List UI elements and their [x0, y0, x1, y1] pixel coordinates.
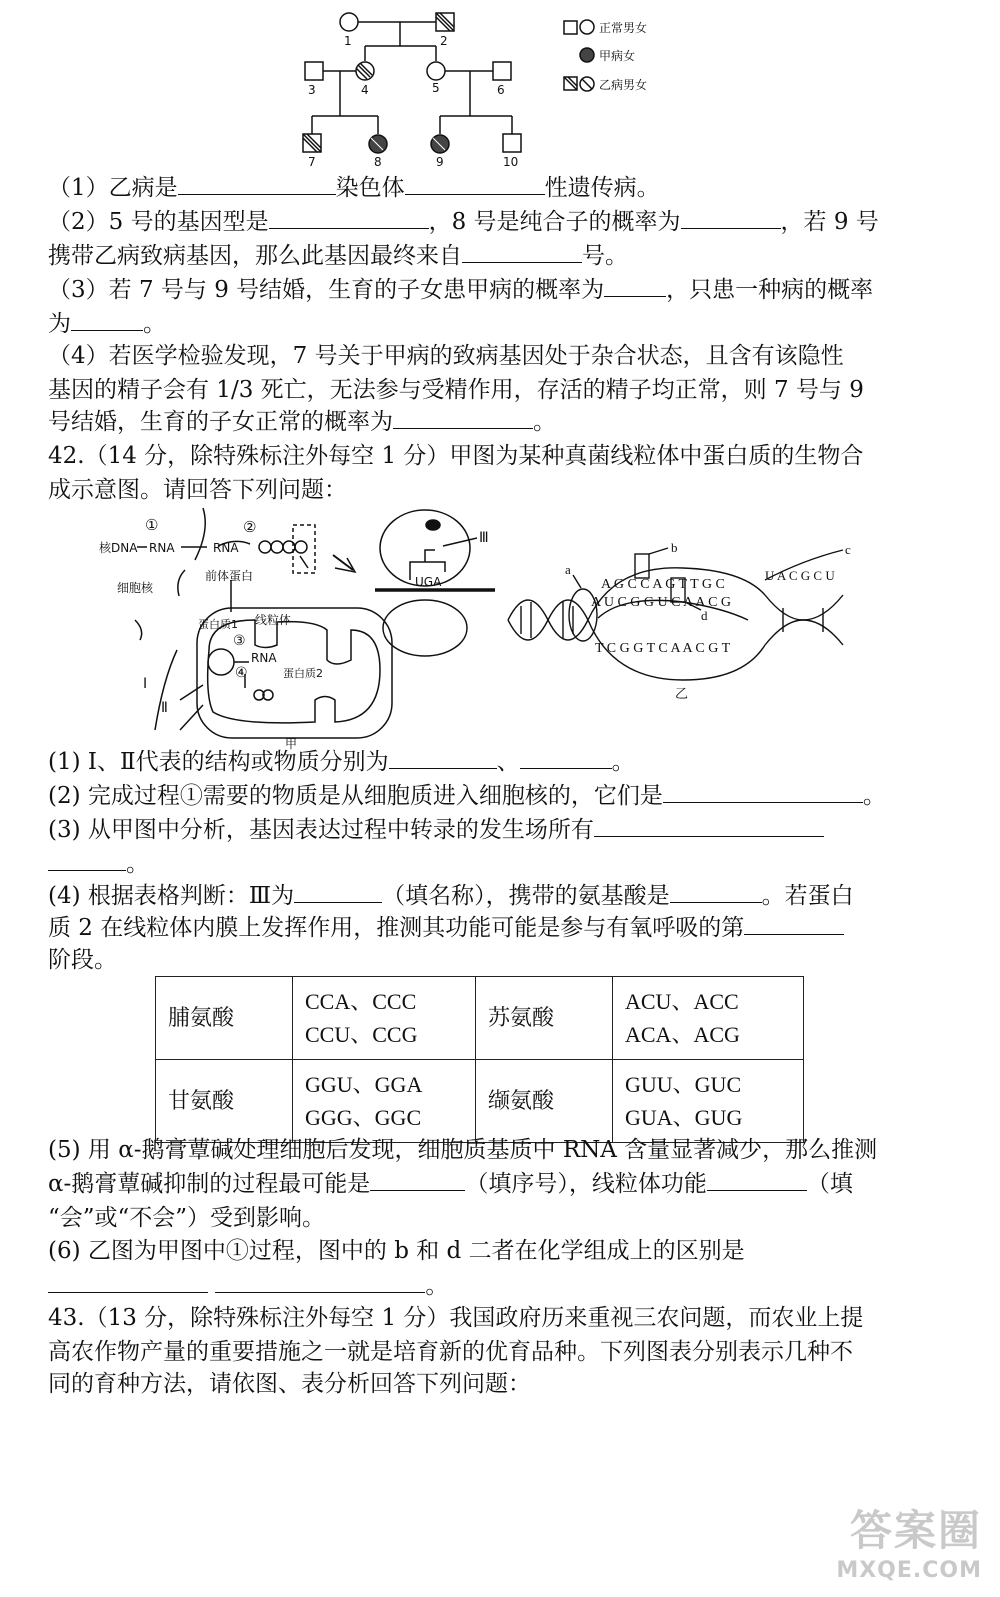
- answer-blank[interactable]: [520, 746, 612, 769]
- answer-blank[interactable]: [405, 172, 545, 195]
- q42-p8: α-鹅膏蕈碱抑制的过程最可能是 （填序号），线粒体功能 （填: [48, 1168, 853, 1200]
- fig-jia-protein1: 蛋白质1: [198, 618, 238, 631]
- q42-p10: (6) 乙图为甲图中①过程，图中的 b 和 d 二者在化学组成上的区别是: [48, 1238, 745, 1264]
- codon-cell: CCA、CCC CCU、CCG: [293, 977, 476, 1060]
- q41-line-7: 基因的精子会有 1/3 死亡，无法参与受精作用，存活的精子均正常，则 7 号与 9: [48, 377, 864, 403]
- q41-line-6: （4）若医学检验发现，7 号关于甲病的致病基因处于杂合状态，且含有该隐性: [48, 343, 844, 369]
- answer-blank[interactable]: [48, 848, 126, 871]
- amino-acid-cell: 苏氨酸: [476, 977, 613, 1060]
- amino-acid-cell: 缬氨酸: [476, 1060, 613, 1143]
- fig-jia-caption: 甲: [285, 737, 298, 750]
- fig-jia-roman1: Ⅰ: [143, 676, 148, 692]
- q42-line-1: 42.（14 分，除特殊标注外每空 1 分）甲图为某种真菌线粒体中蛋白质的生物合: [48, 443, 864, 469]
- watermark-logo: 答案圈 MXQE.COM: [836, 1506, 982, 1583]
- answer-blank[interactable]: [670, 880, 762, 903]
- q41-line-1: （1）乙病是 染色体 性遗传病。: [48, 172, 660, 204]
- answer-blank[interactable]: [370, 1168, 465, 1191]
- q41-line-8: 号结婚，生育的子女正常的概率为 。: [48, 406, 556, 438]
- answer-blank[interactable]: [744, 912, 844, 935]
- fig-jia-rna3: RNA: [251, 651, 277, 665]
- fig-jia-precursor: 前体蛋白: [205, 569, 254, 583]
- fig-yi-rna-strand: A U C G G U C A A C G: [591, 595, 732, 610]
- pedigree-chart: [290, 4, 710, 174]
- table-row: [156, 977, 804, 1060]
- answer-blank[interactable]: [681, 206, 781, 229]
- figure-yi: [503, 540, 863, 700]
- answer-blank[interactable]: [178, 172, 336, 195]
- answer-blank[interactable]: [707, 1168, 807, 1191]
- answer-blank[interactable]: [594, 814, 824, 837]
- amino-acid-cell: 脯氨酸: [156, 977, 293, 1060]
- fig-yi-tail: U A C G C U: [765, 568, 835, 583]
- fig-jia-mito: 线粒体: [255, 613, 292, 627]
- pedigree-num-2: 2: [440, 34, 448, 48]
- answer-blank[interactable]: [462, 240, 582, 263]
- q42-p3: (3) 从甲图中分析，基因表达过程中转录的发生场所有: [48, 814, 824, 846]
- fig-yi-d: d: [701, 608, 708, 623]
- fig-yi-bottom-strand: T C G G T C A A C G T: [595, 641, 731, 656]
- fig-yi-b: b: [671, 540, 678, 555]
- table-row: [156, 1060, 804, 1143]
- codon-cell: GGU、GGA GGG、GGC: [293, 1060, 476, 1143]
- pedigree-num-6: 6: [497, 83, 505, 97]
- legend-jia: 甲病女: [599, 49, 636, 63]
- legend-normal: 正常男女: [599, 21, 648, 35]
- q43-line-2: 高农作物产量的重要措施之一就是培育新的优育品种。下列图表分别表示几种不: [48, 1339, 853, 1365]
- q42-p7: (5) 用 α-鹅膏蕈碱处理细胞后发现，细胞质基质中 RNA 含量显著减少，那么推测: [48, 1137, 878, 1163]
- q42-p2: (2) 完成过程①需要的物质是从细胞质进入细胞核的，它们是 。: [48, 780, 886, 812]
- pedigree-num-1: 1: [344, 34, 352, 48]
- fig-jia-step4: ④: [235, 665, 248, 681]
- q43-line-3: 同的育种方法，请依图、表分析回答下列问题：: [48, 1371, 531, 1397]
- fig-jia-protein2: 蛋白质2: [283, 667, 323, 680]
- answer-blank[interactable]: [48, 1270, 208, 1293]
- fig-jia-step3: ③: [233, 633, 246, 649]
- q43-line-1: 43.（13 分，除特殊标注外每空 1 分）我国政府历来重视三农问题，而农业上提: [48, 1305, 864, 1331]
- fig-yi-a: a: [565, 562, 571, 577]
- fig-jia-anticodon: UGA: [415, 575, 442, 589]
- amino-acid-cell: 甘氨酸: [156, 1060, 293, 1143]
- fig-jia-roman3: Ⅲ: [479, 530, 489, 546]
- q41-line-5: 为 。: [48, 308, 166, 340]
- fig-jia-dna: 核DNA: [99, 541, 138, 555]
- pedigree-num-9: 9: [436, 155, 444, 169]
- codon-cell: ACU、ACC ACA、ACG: [613, 977, 804, 1060]
- answer-blank[interactable]: [393, 406, 533, 429]
- answer-blank[interactable]: [269, 206, 429, 229]
- pedigree-num-10: 10: [503, 155, 519, 169]
- q42-p5: 质 2 在线粒体内膜上发挥作用，推测其功能可能是参与有氧呼吸的第: [48, 912, 844, 944]
- fig-jia-nucleus: 细胞核: [117, 581, 154, 595]
- legend-yi: 乙病男女: [599, 78, 648, 92]
- answer-blank[interactable]: [663, 780, 863, 803]
- q42-p1: (1) Ⅰ、Ⅱ代表的结构或物质分别为 、 。: [48, 746, 635, 778]
- fig-jia-step1: ①: [145, 516, 159, 534]
- fig-jia-roman2: Ⅱ: [161, 700, 168, 716]
- q42-p3-cont: 。: [48, 848, 149, 880]
- pedigree-num-3: 3: [308, 83, 316, 97]
- fig-jia-rna1: RNA: [149, 541, 175, 555]
- q42-p9: “会”或“不会”）受到影响。: [48, 1205, 326, 1231]
- q42-line-2: 成示意图。请回答下列问题：: [48, 477, 347, 503]
- fig-jia-step2: ②: [243, 518, 257, 536]
- fig-jia-rna2: RNA: [213, 541, 239, 555]
- pedigree-num-5: 5: [432, 81, 440, 95]
- pedigree-num-7: 7: [308, 155, 316, 169]
- q42-p11: 。: [48, 1270, 448, 1302]
- codon-table: [155, 976, 804, 1143]
- answer-blank[interactable]: [71, 308, 143, 331]
- fig-yi-c: c: [845, 542, 851, 557]
- q41-line-2: （2）5 号的基因型是 ，8 号是纯合子的概率为 ，若 9 号: [48, 206, 879, 238]
- q41-line-4: （3）若 7 号与 9 号结婚，生育的子女患甲病的概率为 ，只患一种病的概率: [48, 274, 873, 306]
- pedigree-num-8: 8: [374, 155, 382, 169]
- answer-blank[interactable]: [294, 880, 382, 903]
- fig-yi-caption: 乙: [675, 687, 689, 700]
- pedigree-num-4: 4: [361, 83, 369, 97]
- fig-yi-top-strand: A G C C A G T T G C: [601, 577, 725, 592]
- answer-blank[interactable]: [215, 1270, 425, 1293]
- answer-blank[interactable]: [389, 746, 497, 769]
- q41-line-3: 携带乙病致病基因，那么此基因最终来自 号。: [48, 240, 628, 272]
- q42-p6: 阶段。: [48, 947, 117, 973]
- answer-blank[interactable]: [604, 274, 666, 297]
- codon-cell: GUU、GUC GUA、GUG: [613, 1060, 804, 1143]
- figure-jia: [85, 500, 500, 750]
- q42-p4: (4) 根据表格判断：Ⅲ为 （填名称），携带的氨基酸是 。若蛋白: [48, 880, 854, 912]
